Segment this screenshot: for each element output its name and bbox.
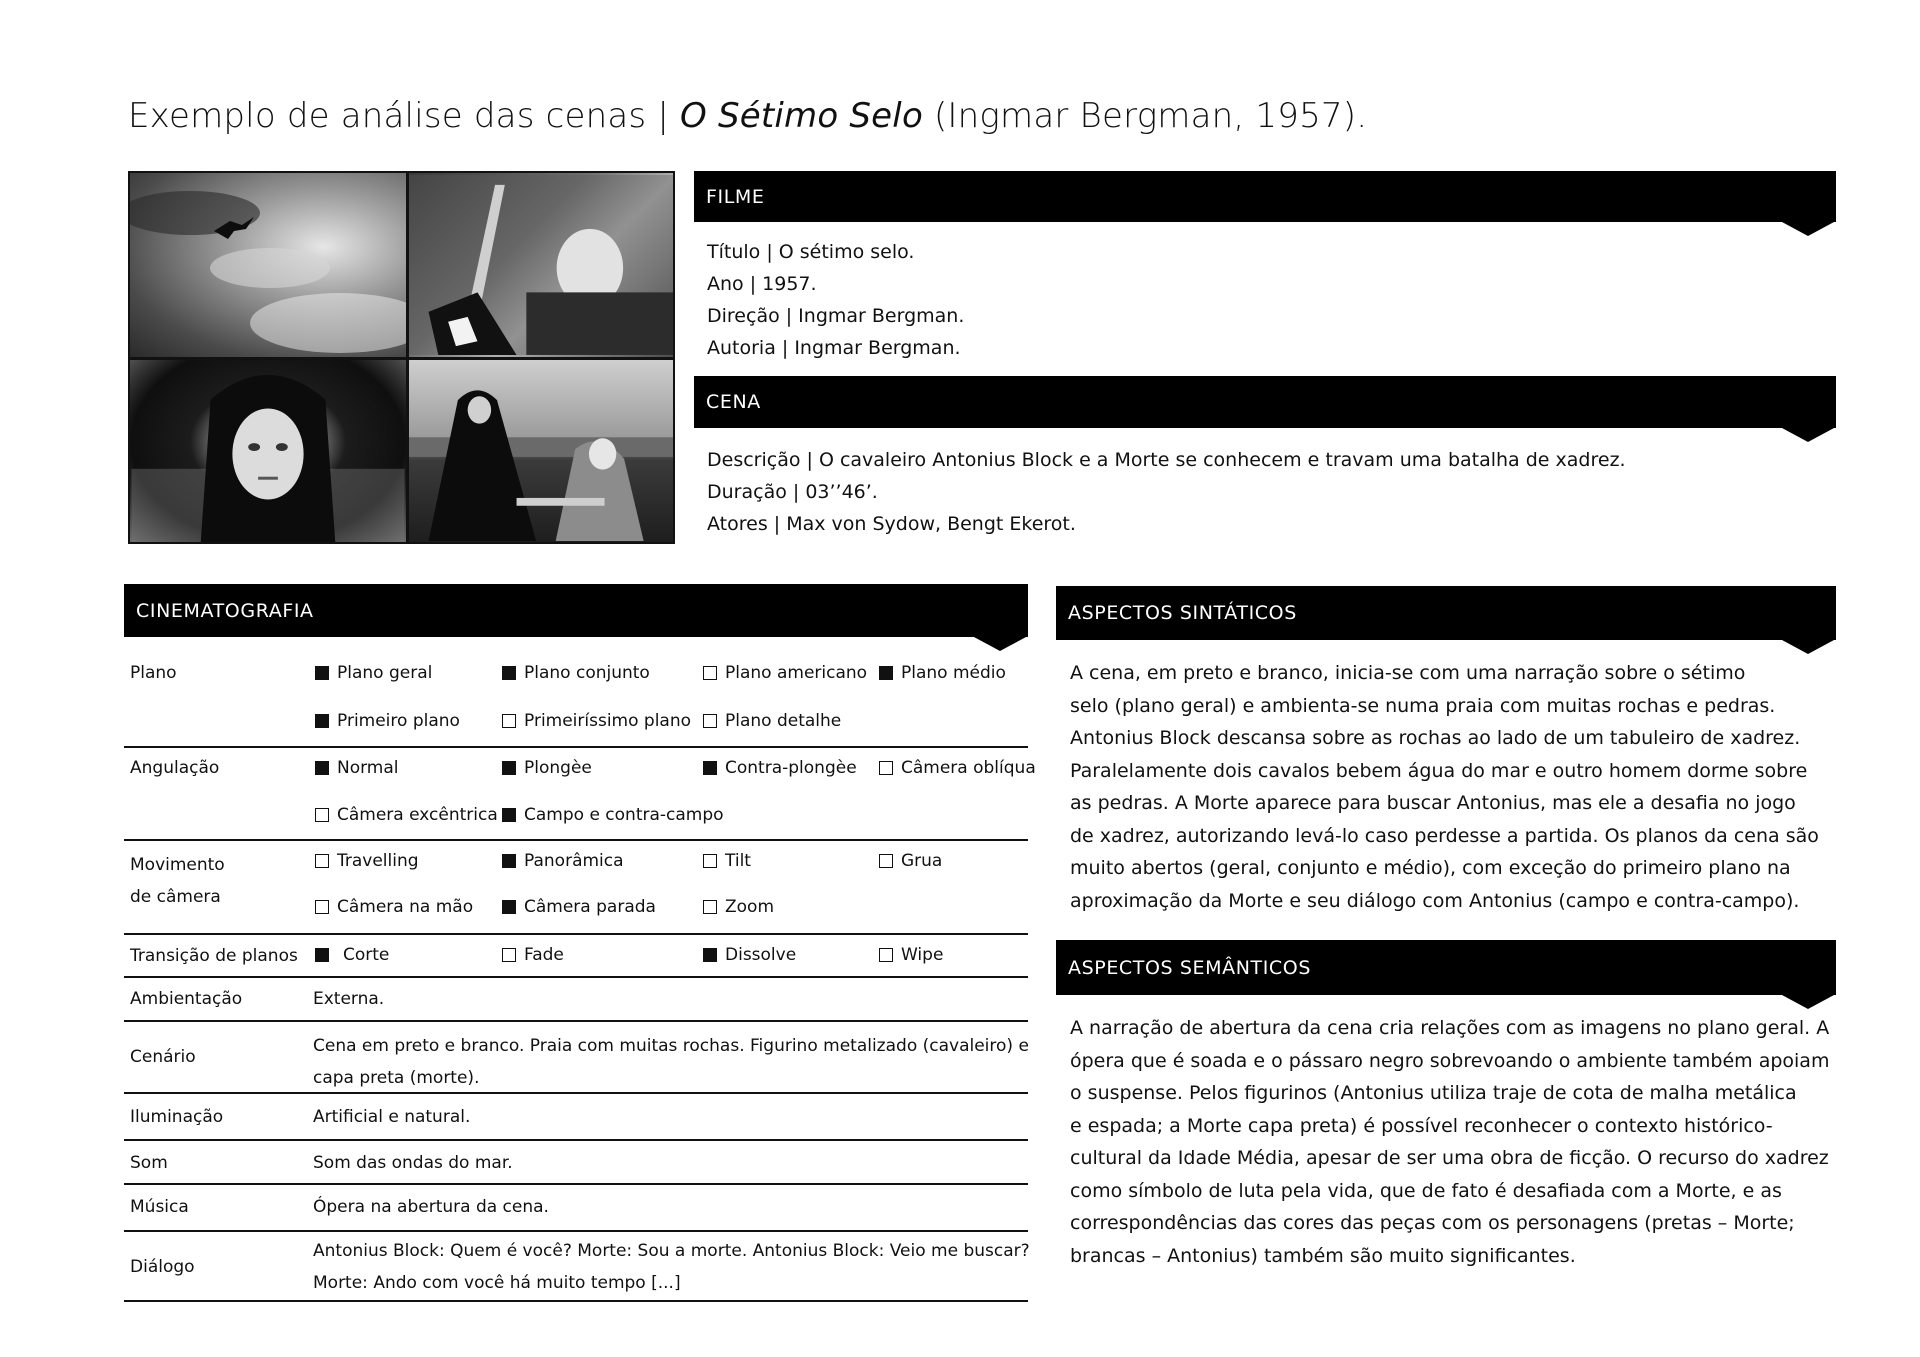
paragraph-line: correspondências das cores das peças com os personagens (pretas – Morte;: [1070, 1212, 1795, 1234]
option-plano-americano[interactable]: [703, 663, 867, 683]
row-ambientacao: [124, 978, 1028, 1022]
aspectos-sintaticos-header: [1056, 586, 1836, 640]
checkbox-checked[interactable]: [315, 761, 329, 775]
option-label: Primeiríssimo plano: [524, 711, 692, 731]
paragraph-line: A narração de abertura da cena cria relações com as imagens no plano geral. A: [1070, 1017, 1830, 1039]
cena-header-label: CENA: [706, 391, 761, 413]
checkbox-checked[interactable]: [315, 666, 329, 680]
option-label: Fade: [524, 945, 564, 965]
cenario-value-line-2: capa preta (morte).: [313, 1068, 480, 1088]
option-contra-plongee[interactable]: [703, 758, 857, 778]
option-label: Plongèe: [524, 758, 592, 778]
option-grua[interactable]: [879, 851, 942, 871]
iluminacao-value: Artificial e natural.: [313, 1107, 471, 1127]
cena-header: [694, 376, 1836, 428]
option-label: Tilt: [725, 851, 751, 871]
title-film-name: O Sétimo Selo: [680, 96, 923, 136]
option-panoramica[interactable]: [502, 851, 624, 871]
option-camera-na-mao[interactable]: [315, 897, 473, 917]
option-fade[interactable]: [502, 945, 564, 965]
option-wipe[interactable]: [879, 945, 943, 965]
row-label-angulacao: Angulação: [130, 758, 220, 778]
checkbox-unchecked[interactable]: [703, 854, 717, 868]
paragraph-line: aproximação da Morte e seu diálogo com Antonius (campo e contra-campo).: [1070, 889, 1800, 912]
row-label-dialogo: Diálogo: [130, 1257, 195, 1277]
option-label: Wipe: [901, 945, 944, 965]
row-label-som: Som: [130, 1153, 168, 1173]
option-travelling[interactable]: [315, 851, 419, 871]
option-camera-parada[interactable]: [502, 897, 656, 917]
option-campo-contra-campo[interactable]: [502, 805, 724, 825]
option-label: Câmera na mão: [337, 897, 474, 917]
row-som: [124, 1141, 1028, 1185]
aspectos-semanticos-header: [1056, 940, 1836, 995]
paragraph-line: selo (plano geral) e ambienta-se numa praia com muitas rochas e pedras.: [1070, 694, 1776, 717]
option-plano-medio[interactable]: [879, 663, 1006, 683]
row-musica: [124, 1185, 1028, 1232]
row-transicao-planos: [124, 935, 1028, 978]
option-primeirissimo-plano[interactable]: [502, 711, 691, 731]
checkbox-checked[interactable]: [703, 761, 717, 775]
filme-titulo: Título | O sétimo selo.: [707, 241, 915, 263]
row-plano: [124, 650, 1028, 748]
option-plongee[interactable]: [502, 758, 592, 778]
checkbox-checked[interactable]: [879, 666, 893, 680]
option-primeiro-plano[interactable]: [315, 711, 460, 731]
title-suffix: (Ingmar Bergman, 1957).: [922, 96, 1368, 136]
cinematografia-table: [124, 650, 1036, 1302]
row-label-movimento: [130, 849, 225, 913]
option-label: Normal: [337, 758, 399, 778]
option-corte[interactable]: [315, 945, 389, 965]
paragraph-line: Antonius Block descansa sobre as rochas ao lado de um tabuleiro de xadrez.: [1070, 727, 1801, 749]
option-label: Panorâmica: [524, 851, 624, 871]
checkbox-checked[interactable]: [315, 948, 329, 962]
checkbox-unchecked[interactable]: [315, 854, 329, 868]
knight-scene-shapes: [409, 173, 673, 357]
filme-autoria: Autoria | Ingmar Bergman.: [707, 337, 961, 359]
paragraph-line: de xadrez, autorizando levá-lo caso perdesse a partida. Os planos da cena são: [1070, 824, 1819, 847]
checkbox-unchecked[interactable]: [703, 714, 717, 728]
title-prefix: Exemplo de análise das cenas |: [128, 96, 681, 136]
checkbox-unchecked[interactable]: [879, 948, 893, 962]
checkbox-unchecked[interactable]: [703, 666, 717, 680]
som-value: Som das ondas do mar.: [313, 1153, 513, 1173]
page-title: [128, 96, 1367, 136]
option-label: Plano médio: [901, 663, 1006, 683]
option-label: Corte: [343, 945, 390, 965]
option-label: Dissolve: [725, 945, 797, 965]
checkbox-unchecked[interactable]: [703, 900, 717, 914]
dialogo-value: [313, 1235, 1030, 1299]
row-label-transicao: Transição de planos: [130, 946, 298, 966]
option-plano-conjunto[interactable]: [502, 663, 650, 683]
checkbox-unchecked[interactable]: [879, 854, 893, 868]
option-label: Plano americano: [725, 663, 868, 683]
checkbox-unchecked[interactable]: [502, 714, 516, 728]
aspectos-sintaticos-text: [1070, 657, 1819, 917]
paragraph-line: muito abertos (geral, conjunto e médio), com exceção do primeiro plano na: [1070, 857, 1791, 879]
row-dialogo: [124, 1232, 1028, 1302]
option-camera-obliqua[interactable]: [879, 758, 1036, 778]
option-label: Primeiro plano: [337, 711, 460, 731]
option-tilt[interactable]: [703, 851, 751, 871]
dialogo-value-line-1: Antonius Block: Quem é você? Morte: Sou a morte. Antonius Block: Veio me buscar?: [313, 1241, 1030, 1261]
cena-descricao: Descrição | O cavaleiro Antonius Block e a Morte se conhecem e travam uma batalha de xadrez.: [707, 449, 1626, 471]
cenario-value: [313, 1030, 1029, 1094]
bird-silhouette-icon: [130, 173, 406, 357]
checkbox-unchecked[interactable]: [502, 948, 516, 962]
still-chess-on-beach: [409, 360, 673, 542]
checkbox-unchecked[interactable]: [315, 808, 329, 822]
option-label: Câmera excêntrica: [337, 805, 498, 825]
death-scene-shapes: [130, 360, 406, 542]
option-normal[interactable]: [315, 758, 399, 778]
cena-duracao: Duração | 03’’46’.: [707, 481, 878, 503]
filme-info: [707, 236, 964, 364]
row-angulacao: [124, 748, 1036, 841]
option-label: Câmera parada: [524, 897, 656, 917]
musica-value: Ópera na abertura da cena.: [313, 1197, 549, 1217]
option-label: Plano detalhe: [725, 711, 842, 731]
option-label: Contra-plongèe: [725, 758, 857, 778]
checkbox-unchecked[interactable]: [315, 900, 329, 914]
row-label-musica: Música: [130, 1197, 189, 1217]
still-knight-resting: [409, 173, 673, 357]
checkbox-checked[interactable]: [502, 666, 516, 680]
cinematografia-header: [124, 584, 1028, 637]
option-label: Plano conjunto: [524, 663, 650, 683]
aspectos-semanticos-text: [1070, 1012, 1829, 1272]
cinematografia-header-label: CINEMATOGRAFIA: [136, 599, 314, 622]
option-plano-detalhe[interactable]: [703, 711, 841, 731]
paragraph-line: cultural da Idade Média, apesar de ser uma obra de ficção. O recurso do xadrez: [1070, 1147, 1829, 1169]
option-label: Zoom: [725, 897, 775, 917]
checkbox-checked[interactable]: [703, 948, 717, 962]
option-zoom[interactable]: [703, 897, 774, 917]
filme-header: [694, 171, 1836, 222]
cena-atores: Atores | Max von Sydow, Bengt Ekerot.: [707, 513, 1076, 535]
filme-ano: Ano | 1957.: [707, 273, 817, 295]
checkbox-checked[interactable]: [502, 761, 516, 775]
ambientacao-value: Externa.: [313, 989, 385, 1009]
checkbox-checked[interactable]: [502, 854, 516, 868]
paragraph-line: A cena, em preto e branco, inicia-se com uma narração sobre o sétimo: [1070, 662, 1746, 684]
paragraph-line: Paralelamente dois cavalos bebem água do mar e outro homem dorme sobre: [1070, 759, 1808, 782]
filme-direcao: Direção | Ingmar Bergman.: [707, 305, 965, 327]
cena-info: [707, 444, 1626, 540]
option-dissolve[interactable]: [703, 945, 796, 965]
option-label: Travelling: [337, 851, 419, 871]
still-death-portrait: [130, 360, 406, 542]
checkbox-unchecked[interactable]: [879, 761, 893, 775]
checkbox-checked[interactable]: [315, 714, 329, 728]
paragraph-line: como símbolo de luta pela vida, que de fato é desafiada com a Morte, e as: [1070, 1179, 1782, 1202]
paragraph-line: as pedras. A Morte aparece para buscar Antonius, mas ele a desafia no jogo: [1070, 792, 1796, 814]
aspectos-sintaticos-header-label: ASPECTOS SINTÁTICOS: [1068, 602, 1297, 624]
still-bird-in-sky: [130, 173, 406, 357]
option-camera-excentrica[interactable]: [315, 805, 498, 825]
chess-scene-shapes: [409, 360, 673, 542]
row-label-ambientacao: Ambientação: [130, 989, 243, 1009]
row-movimento-camera: [124, 841, 1028, 935]
checkbox-checked[interactable]: [502, 900, 516, 914]
row-iluminacao: [124, 1094, 1028, 1141]
paragraph-line: e espada; a Morte capa preta) é possível reconhecer o contexto histórico-: [1070, 1114, 1773, 1137]
option-label: Grua: [901, 851, 943, 871]
row-label-iluminacao: Iluminação: [130, 1107, 224, 1127]
row-label-cenario: Cenário: [130, 1047, 196, 1067]
row-label-movimento-line-1: Movimento: [130, 855, 225, 875]
option-label: Câmera oblíqua: [901, 758, 1036, 778]
aspectos-semanticos-header-label: ASPECTOS SEMÂNTICOS: [1068, 956, 1312, 979]
paragraph-line: o suspense. Pelos figurinos (Antonius utiliza traje de cota de malha metálica: [1070, 1082, 1797, 1104]
dialogo-value-line-2: Morte: Ando com você há muito tempo [...]: [313, 1273, 681, 1293]
paragraph-line: ópera que é soada e o pássaro negro sobrevoando o ambiente também apoiam: [1070, 1049, 1830, 1072]
film-stills-grid: [128, 171, 675, 544]
option-label: Campo e contra-campo: [524, 805, 724, 825]
row-cenario: [124, 1022, 1028, 1094]
option-label: Plano geral: [337, 663, 433, 683]
cenario-value-line-1: Cena em preto e branco. Praia com muitas rochas. Figurino metalizado (cavaleiro) e: [313, 1036, 1029, 1056]
option-plano-geral[interactable]: [315, 663, 432, 683]
filme-header-label: FILME: [706, 185, 765, 208]
row-label-plano: Plano: [130, 663, 177, 683]
paragraph-line: brancas – Antonius) também são muito significantes.: [1070, 1244, 1576, 1267]
row-label-movimento-line-2: de câmera: [130, 887, 221, 907]
checkbox-checked[interactable]: [502, 808, 516, 822]
